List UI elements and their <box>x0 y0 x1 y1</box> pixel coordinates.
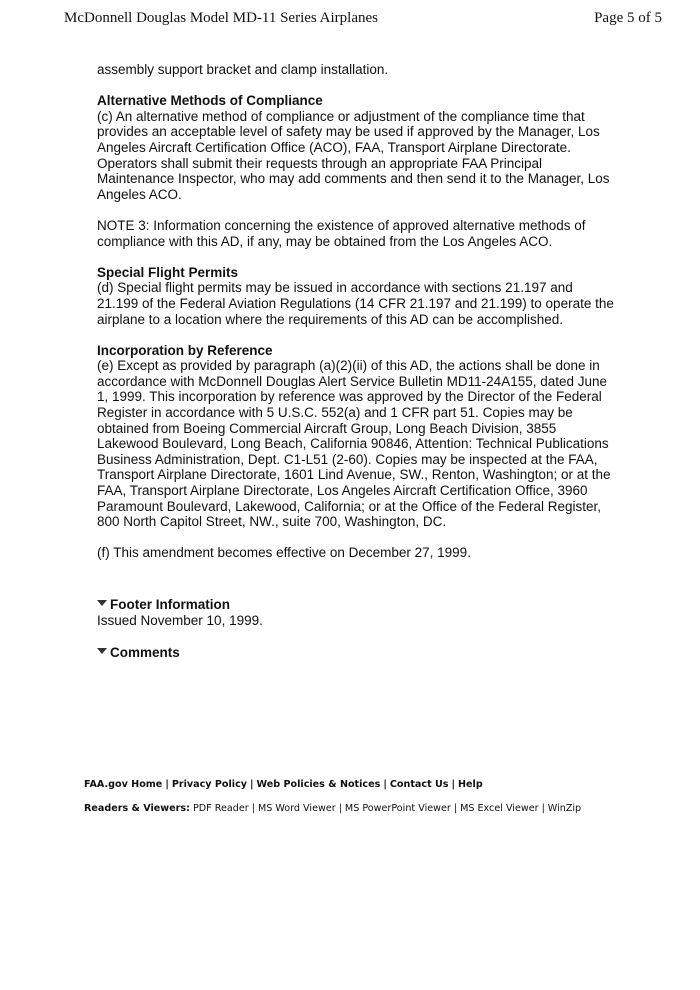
intro-paragraph: assembly support bracket and clamp installation. <box>97 62 389 77</box>
separator: | <box>251 803 255 814</box>
separator: | <box>541 803 545 814</box>
effective-date-paragraph: (f) This amendment becomes effective on December 27, 1999. <box>97 545 471 561</box>
separator: | <box>451 779 456 790</box>
comments-toggle[interactable] <box>97 645 617 661</box>
document-title: McDonnell Douglas Model MD-11 Series Airplanes <box>64 10 378 26</box>
ms-excel-viewer-link[interactable]: MS Excel Viewer <box>460 803 539 814</box>
pdf-reader-link[interactable]: PDF Reader <box>193 803 249 814</box>
footer-information-toggle[interactable] <box>97 597 617 613</box>
footer-links <box>84 779 604 790</box>
page-number: Page 5 of 5 <box>594 10 662 26</box>
web-policies-link[interactable]: Web Policies & Notices <box>256 779 381 790</box>
amoc-paragraph: (c) An alternative method of compliance or adjustment of the compliance time that provides an acceptable level of safety may be used if approved by the Manager, Los Angeles Aircraft Certification Office (ACO), FAA, Transport Airplane Directorate. Operators shall submit their requests through an appropriate FAA Principal Maintenance Inspector, who may add comments and then send it to the Manager, Los Angeles ACO. <box>97 108 610 202</box>
issued-date: Issued November 10, 1999. <box>97 612 263 628</box>
help-link[interactable]: Help <box>458 779 483 790</box>
document-body <box>97 62 617 661</box>
footer-information-heading: Footer Information <box>110 597 230 612</box>
separator: | <box>250 779 254 790</box>
special-flight-permits-heading: Special Flight Permits <box>97 264 239 280</box>
page-header <box>64 10 662 27</box>
ms-word-viewer-link[interactable]: MS Word Viewer <box>257 803 336 814</box>
separator: | <box>338 803 342 814</box>
comments-heading: Comments <box>110 645 180 661</box>
amoc-heading: Alternative Methods of Compliance <box>97 93 323 109</box>
incorporation-heading: Incorporation by Reference <box>97 342 273 358</box>
separator: | <box>383 779 387 790</box>
faa-home-link[interactable]: FAA.gov Home <box>84 779 163 790</box>
privacy-policy-link[interactable]: Privacy Policy <box>171 779 248 790</box>
winzip-link[interactable]: WinZip <box>547 803 582 814</box>
footer-readers <box>84 803 604 814</box>
ms-powerpoint-viewer-link[interactable]: MS PowerPoint Viewer <box>344 803 451 814</box>
note-3-paragraph: NOTE 3: Information concerning the existence of approved alternative methods of compliance with this AD, if any, may be obtained from the Los Angeles ACO. <box>97 217 586 249</box>
contact-us-link[interactable]: Contact Us <box>389 779 449 790</box>
incorporation-paragraph: (e) Except as provided by paragraph (a)(2)(ii) of this AD, the actions shall be done in accordance with McDonnell Douglas Alert Service Bulletin MD11-24A155, dated June 1, 1999. This incorporation by reference was approved by the Director of the Federal Register in accordance with 5 U.S.C. 552(a) and 1 CFR part 51. Copies may be obtained from Boeing Commercial Aircraft Group, Long Beach Division, 3855 Lakewood Boulevard, Long Beach, California 90846, Attention: Technical Publications Business Administration, Dept. C1-L51 (2-60). Copies may be inspected at the FAA, Transport Airplane Directorate, 1601 Lind Avenue, SW., Renton, Washington; or at the FAA, Transport Airplane Directorate, Los Angeles Aircraft Certification Office, 3960 Paramount Boulevard, Lakewood, California; or at the Office of the Federal Register, 800 North Capitol Street, NW., suite 700, Washington, DC. <box>97 358 611 530</box>
separator: | <box>453 803 458 814</box>
chevron-down-icon <box>97 600 107 606</box>
separator: | <box>165 779 169 790</box>
chevron-down-icon <box>97 648 107 654</box>
special-flight-permits-paragraph: (d) Special flight permits may be issued in accordance with sections 21.197 and 21.199 of the Federal Aviation Regulations (14 CFR 21.197 and 21.199) to operate the airplane to a location where the requirements of this AD can be accomplished. <box>97 280 614 327</box>
readers-label: Readers & Viewers: <box>84 803 190 814</box>
